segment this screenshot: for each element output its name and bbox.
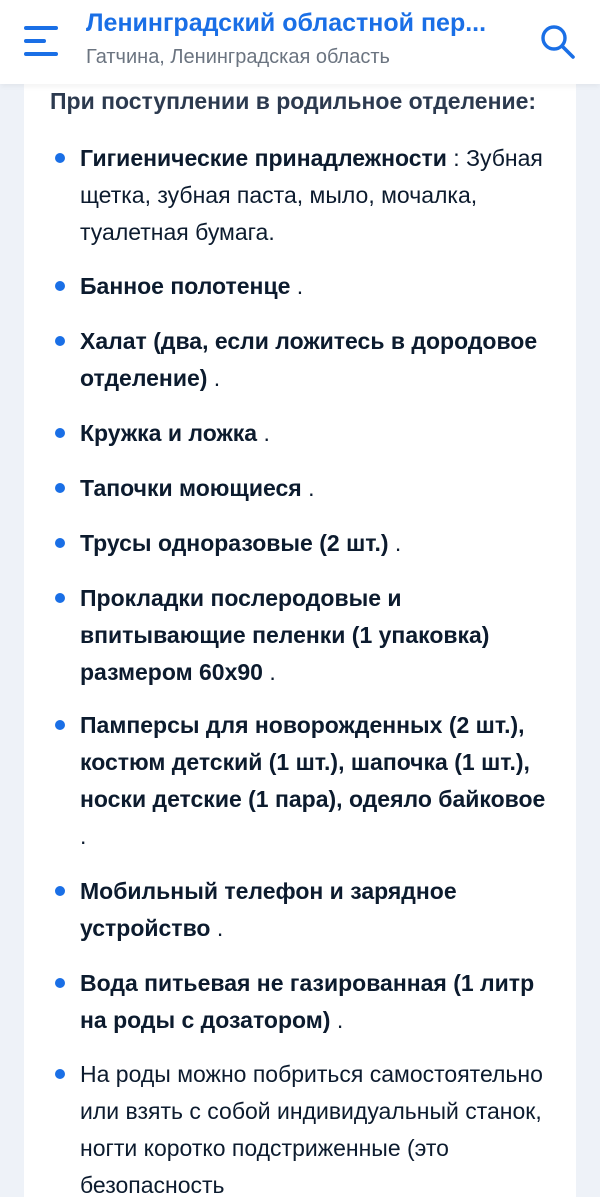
bullet-icon <box>55 483 65 493</box>
item-text: На роды можно побриться самостоятельно или взять с собой индивидуальный станок, ногти коротко подстриженные (это безопасность <box>80 1061 543 1197</box>
list-item <box>80 580 558 691</box>
bullet-icon <box>55 153 65 163</box>
bullet-icon <box>55 1069 65 1079</box>
item-text: . <box>80 823 87 849</box>
menu-icon[interactable] <box>24 22 60 62</box>
item-bold-text: Гигиенические принадлежности <box>80 145 447 171</box>
item-text: . <box>262 659 276 685</box>
list-item <box>80 525 558 562</box>
bullet-icon <box>55 886 65 896</box>
item-text: . <box>330 1007 344 1033</box>
item-bold-text: Кружка и ложка <box>80 420 258 446</box>
item-text: . <box>301 475 315 501</box>
item-bold-text: Халат (два, если ложитесь в дородовое отделение) <box>80 328 538 391</box>
content-card <box>24 84 576 1197</box>
item-bold-text: Памперсы для новорожденных (2 шт.), костюм детский (1 шт.), шапочка (1 шт.), носки детские (1 пара), одеяло байковое <box>80 712 546 812</box>
item-text: . <box>257 420 270 446</box>
page-title: Ленинградский областной пер... <box>86 9 487 37</box>
item-text: . <box>207 365 221 391</box>
bullet-icon <box>55 978 65 988</box>
item-text: : Зубная щетка, зубная паста, мыло, мочалка, туалетная бумага. <box>80 145 543 245</box>
bullet-icon <box>55 720 65 730</box>
section-heading: При поступлении в родильное отделение: <box>50 88 537 114</box>
list-item <box>80 415 558 452</box>
item-bold-text: Тапочки моющиеся <box>80 475 302 501</box>
app-header <box>0 0 600 84</box>
item-bold-text: Вода питьевая не газированная (1 литр на роды с дозатором) <box>80 970 535 1033</box>
item-bold-text: Трусы одноразовые (2 шт.) <box>80 530 389 556</box>
bullet-icon <box>55 593 65 603</box>
bullet-icon <box>55 428 65 438</box>
list-item <box>80 1056 558 1197</box>
item-bold-text: Банное полотенце <box>80 273 291 299</box>
bullet-icon <box>55 538 65 548</box>
bullet-icon <box>55 281 65 291</box>
list-item <box>80 323 558 397</box>
list-item <box>80 268 558 305</box>
item-text: . <box>388 530 402 556</box>
list-item <box>80 470 558 507</box>
bullet-icon <box>55 336 65 346</box>
item-text: . <box>290 273 304 299</box>
list-item <box>80 707 558 855</box>
search-icon[interactable] <box>538 22 578 62</box>
item-text: . <box>210 915 224 941</box>
list-item <box>80 873 558 947</box>
list-item <box>80 140 558 251</box>
item-bold-text: Мобильный телефон и зарядное устройство <box>80 878 457 941</box>
item-bold-text: Прокладки послеродовые и впитывающие пеленки (1 упаковка) размером 60х90 <box>80 585 490 685</box>
location-subtitle: Гатчина, Ленинградская область <box>86 46 390 68</box>
list-item <box>80 965 558 1039</box>
